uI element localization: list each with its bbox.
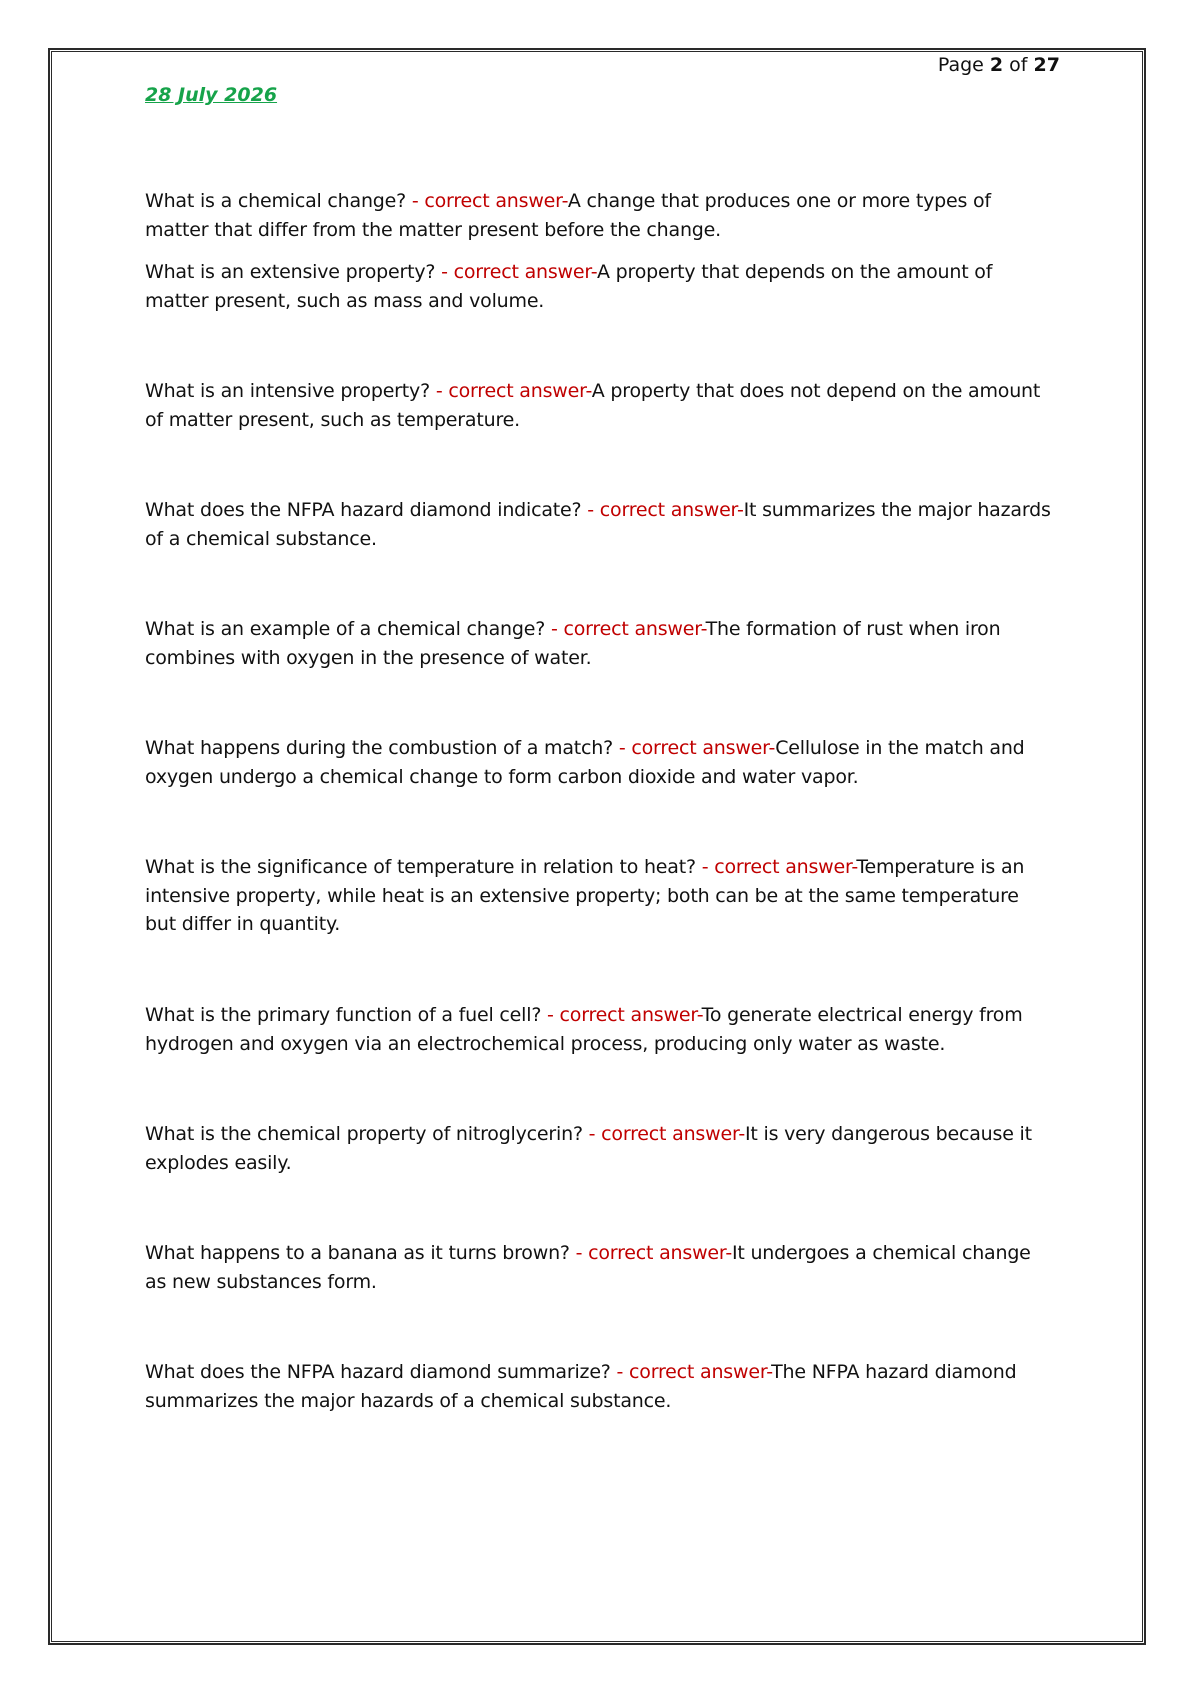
- page-total: 27: [1033, 54, 1060, 76]
- answer: Cellulose in the match and oxygen undergo a chemical change to form carbon dioxide and water vapor.: [145, 737, 1025, 788]
- qa-item-6: [145, 734, 1055, 791]
- page-current: 2: [989, 54, 1004, 76]
- page-number: [900, 53, 1060, 77]
- document-date: 28 July 2026: [145, 84, 278, 106]
- answer: The NFPA hazard diamond summarizes the major hazards of a chemical substance.: [145, 1361, 1017, 1412]
- qa-item-2: [145, 258, 1055, 315]
- qa-item-1: [145, 187, 1055, 244]
- answer: The formation of rust when iron combines with oxygen in the presence of water.: [145, 618, 1001, 669]
- question: What does the NFPA hazard diamond summarize?: [145, 1361, 611, 1383]
- question: What happens during the combustion of a match?: [145, 737, 614, 759]
- question: What is the significance of temperature in relation to heat?: [145, 856, 696, 878]
- qa-item-11: [145, 1358, 1055, 1415]
- answer-separator: - correct answer-: [550, 618, 706, 640]
- answer-separator: - correct answer-: [435, 380, 592, 402]
- page-of: of: [1009, 54, 1028, 76]
- answer-separator: - correct answer-: [588, 1123, 745, 1145]
- qa-item-9: [145, 1120, 1055, 1177]
- question: What is a chemical change?: [145, 190, 407, 212]
- question: What is the primary function of a fuel cell?: [145, 1004, 542, 1026]
- qa-item-10: [145, 1239, 1055, 1296]
- qa-item-7: [145, 853, 1055, 939]
- answer: A property that does not depend on the amount of matter present, such as temperature.: [145, 380, 1041, 431]
- answer: Temperature is an intensive property, while heat is an extensive property; both can be at the same temperature but differ in quantity.: [145, 856, 1025, 935]
- question: What does the NFPA hazard diamond indicate?: [145, 499, 582, 521]
- answer-separator: - correct answer-: [701, 856, 857, 878]
- question: What is an intensive property?: [145, 380, 430, 402]
- page-label: Page: [937, 54, 984, 76]
- answer-separator: - correct answer-: [575, 1242, 732, 1264]
- answer-separator: - correct answer-: [616, 1361, 772, 1383]
- qa-item-5: [145, 615, 1055, 672]
- answer-separator: - correct answer-: [441, 261, 598, 283]
- qa-item-4: [145, 496, 1055, 553]
- answer-separator: - correct answer-: [411, 190, 568, 212]
- answer-separator: - correct answer-: [587, 499, 744, 521]
- qa-item-3: [145, 377, 1055, 434]
- question: What is an extensive property?: [145, 261, 436, 283]
- question: What happens to a banana as it turns brown?: [145, 1242, 570, 1264]
- answer: It is very dangerous because it explodes easily.: [145, 1123, 1032, 1174]
- question: What is an example of a chemical change?: [145, 618, 546, 640]
- answer: A property that depends on the amount of matter present, such as mass and volume.: [145, 261, 993, 312]
- answer: It undergoes a chemical change as new substances form.: [145, 1242, 1031, 1293]
- qa-item-8: [145, 1001, 1055, 1058]
- question: What is the chemical property of nitroglycerin?: [145, 1123, 583, 1145]
- answer: It summarizes the major hazards of a chemical substance.: [145, 499, 1051, 550]
- answer-separator: - correct answer-: [547, 1004, 702, 1026]
- answer-separator: - correct answer-: [618, 737, 776, 759]
- answer: A change that produces one or more types of matter that differ from the matter present before the change.: [145, 190, 991, 241]
- answer: To generate electrical energy from hydrogen and oxygen via an electrochemical process, producing only water as waste.: [145, 1004, 1023, 1055]
